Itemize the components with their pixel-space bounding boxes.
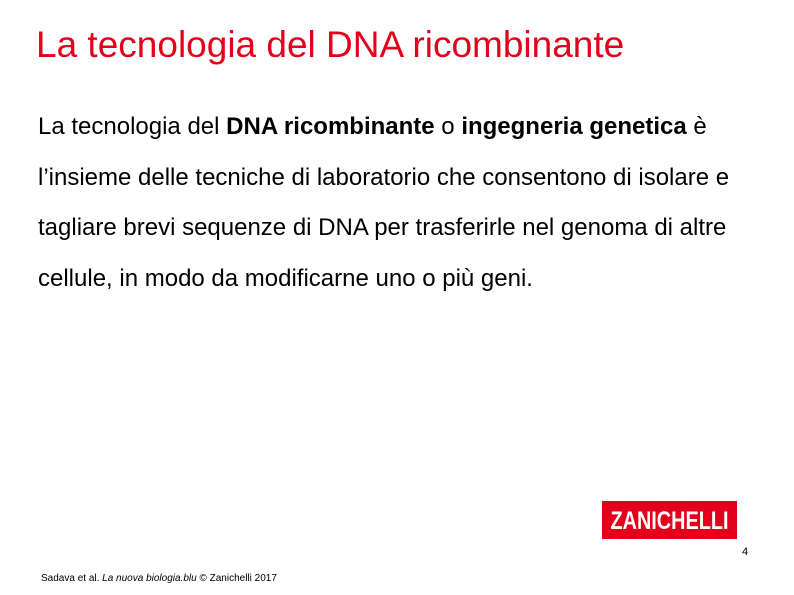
credit-book-title: La nuova biologia.blu <box>102 573 197 584</box>
credit-publisher: © Zanichelli 2017 <box>196 573 277 584</box>
bold-term-genetic-engineering: ingegneria genetica <box>461 113 687 140</box>
credit-authors: Sadava et al. <box>41 573 103 584</box>
slide-body-text <box>38 102 758 304</box>
zanichelli-logo-wordmark <box>609 507 730 533</box>
logo-text: ZANICHELLI <box>610 507 729 535</box>
bold-term-recombinant-dna: DNA ricombinante <box>226 113 435 140</box>
body-text-segment: La tecnologia del <box>38 113 227 140</box>
body-text-segment: o <box>434 113 462 140</box>
page-number: 4 <box>742 546 749 558</box>
slide-title: La tecnologia del DNA ricombinante <box>36 24 625 65</box>
footer-credit <box>41 573 277 584</box>
zanichelli-logo <box>602 501 737 539</box>
body-text-segment: è l’insieme delle tecniche di laboratorio che consentono di isolare e tagliare brevi sequenze di DNA per trasferirle nel genoma di altre cellule, in modo da modificarne uno o più geni. <box>38 113 730 292</box>
